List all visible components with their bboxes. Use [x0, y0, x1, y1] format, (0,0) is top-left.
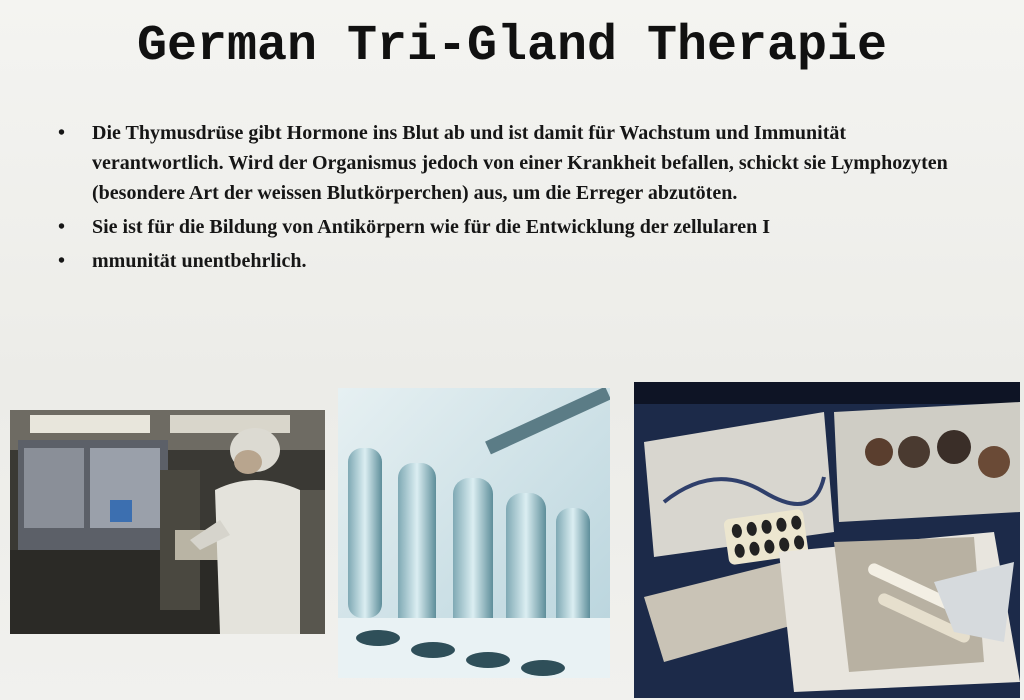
bullet-text: Die Thymusdrüse gibt Hormone ins Blut ab und ist damit für Wachstum und Immunität verantwortlich. Wird der Organismus jedoch von einer Krankheit befallen, schickt sie Lymphozyten (besondere Art der weissen Blutkörperchen) aus, um die Erreger abzutöten. — [92, 122, 948, 204]
bullet-item — [58, 118, 958, 208]
lab-worker-illustration — [10, 410, 325, 634]
bullet-icon: • — [58, 216, 66, 238]
test-tubes-illustration — [338, 388, 610, 678]
slide-title: German Tri-Gland Therapie — [136, 18, 888, 75]
bullet-item — [58, 246, 958, 276]
bullet-text: mmunität unentbehrlich. — [92, 250, 307, 272]
product-box-photo — [634, 382, 1020, 698]
bullet-list — [58, 118, 958, 280]
lab-worker-photo — [10, 410, 325, 634]
product-box-illustration — [634, 382, 1020, 698]
bullet-icon: • — [58, 122, 66, 144]
bullet-text: Sie ist für die Bildung von Antikörpern wie für die Entwicklung der zellularen I — [92, 216, 771, 238]
bullet-item — [58, 212, 958, 242]
bullet-icon: • — [58, 250, 66, 272]
test-tubes-photo — [338, 388, 610, 678]
